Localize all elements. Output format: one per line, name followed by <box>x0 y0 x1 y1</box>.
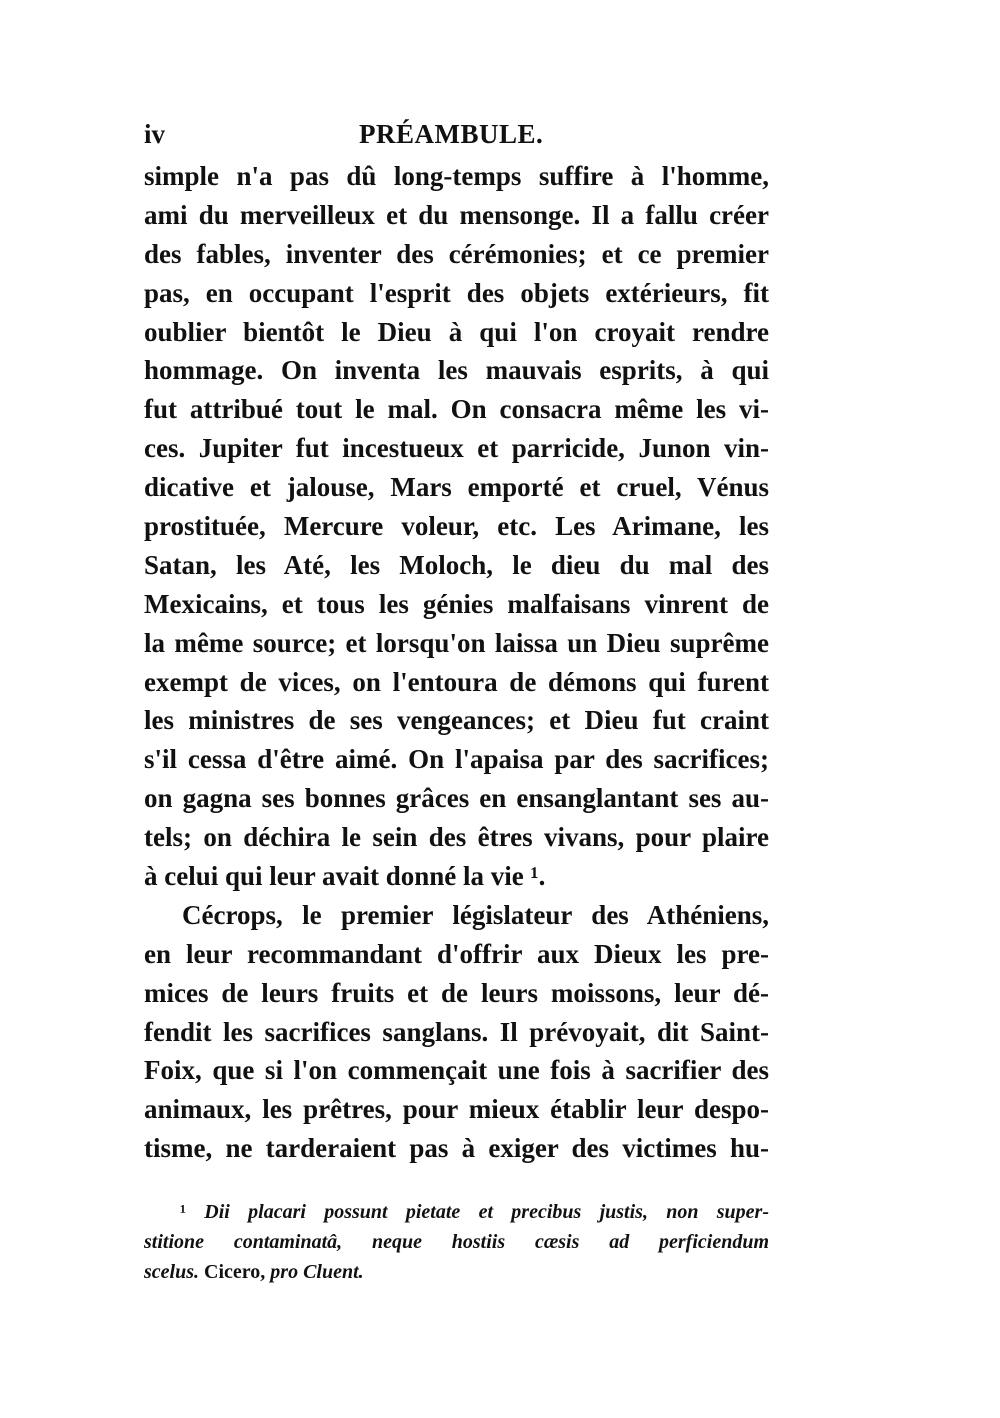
text-line: les ministres de ses vengeances; et Dieu fut craint <box>144 705 769 736</box>
footnote <box>144 1197 769 1287</box>
text-line: tisme, ne tarderaient pas à exiger des victimes hu- <box>144 1133 769 1164</box>
text-line: hommage. On inventa les mauvais esprits, à qui <box>144 355 769 386</box>
text-line: à celui qui leur avait donné la vie ¹. <box>144 861 546 892</box>
running-title: PRÉAMBULE. <box>359 119 544 149</box>
text-line: fendit les sacrifices sanglans. Il prévoyait, dit Saint- <box>144 1016 769 1047</box>
footnote-quote: stitione contaminatâ, neque hostiis cæsis ad perficiendum <box>144 1231 769 1253</box>
text-line: simple n'a pas dû long-temps suffire à l'homme, <box>144 161 769 191</box>
text-line: des fables, inventer des cérémonies; et ce premier <box>144 238 769 269</box>
text-line: Mexicains, et tous les génies malfaisans vinrent de <box>144 588 769 619</box>
text-line: en leur recommandant d'offrir aux Dieux les pre- <box>144 938 769 969</box>
footnote-author: Cicero, <box>204 1261 266 1283</box>
text-line: la même source; et lorsqu'on laissa un Dieu suprême <box>144 627 769 658</box>
text-line: Cécrops, le premier législateur des Athéniens, <box>182 899 769 930</box>
footnote-line <box>144 1197 769 1227</box>
page-number: iv <box>144 119 166 149</box>
footnote-marker: ¹ <box>180 1201 186 1223</box>
text-line: animaux, les prêtres, pour mieux établir leur despo- <box>144 1094 769 1125</box>
footnote-source: pro Cluent. <box>270 1261 364 1283</box>
main-text <box>144 157 769 1168</box>
text-line: on gagna ses bonnes grâces en ensanglantant ses au- <box>144 783 769 814</box>
text-line: ami du merveilleux et du mensonge. Il a fallu créer <box>144 199 769 230</box>
page-header <box>144 116 764 152</box>
text-line: tels; on déchira le sein des êtres vivans, pour plaire <box>144 822 769 853</box>
footnote-line <box>144 1227 769 1257</box>
text-line: mices de leurs fruits et de leurs moissons, leur dé- <box>144 977 769 1008</box>
footnote-quote: Dii placari possunt pietate et precibus justis, non super- <box>204 1201 770 1223</box>
footnote-quote: scelus. <box>144 1261 199 1283</box>
text-line: dicative et jalouse, Mars emporté et cruel, Vénus <box>144 472 769 503</box>
text-line: s'il cessa d'être aimé. On l'apaisa par des sacrifices; <box>144 744 769 775</box>
text-line: Satan, les Até, les Moloch, le dieu du mal des <box>144 549 769 580</box>
text-line: prostituée, Mercure voleur, etc. Les Arimane, les <box>144 511 769 542</box>
text-line: Foix, que si l'on commençait une fois à sacrifier des <box>144 1055 769 1086</box>
text-line: oublier bientôt le Dieu à qui l'on croyait rendre <box>144 316 769 347</box>
text-line: ces. Jupiter fut incestueux et parricide, Junon vin- <box>144 433 769 464</box>
text-line: pas, en occupant l'esprit des objets extérieurs, fit <box>144 277 769 308</box>
text-line: fut attribué tout le mal. On consacra même les vi- <box>144 394 769 425</box>
footnote-line <box>144 1257 769 1287</box>
text-line: exempt de vices, on l'entoura de démons qui furent <box>144 666 769 697</box>
